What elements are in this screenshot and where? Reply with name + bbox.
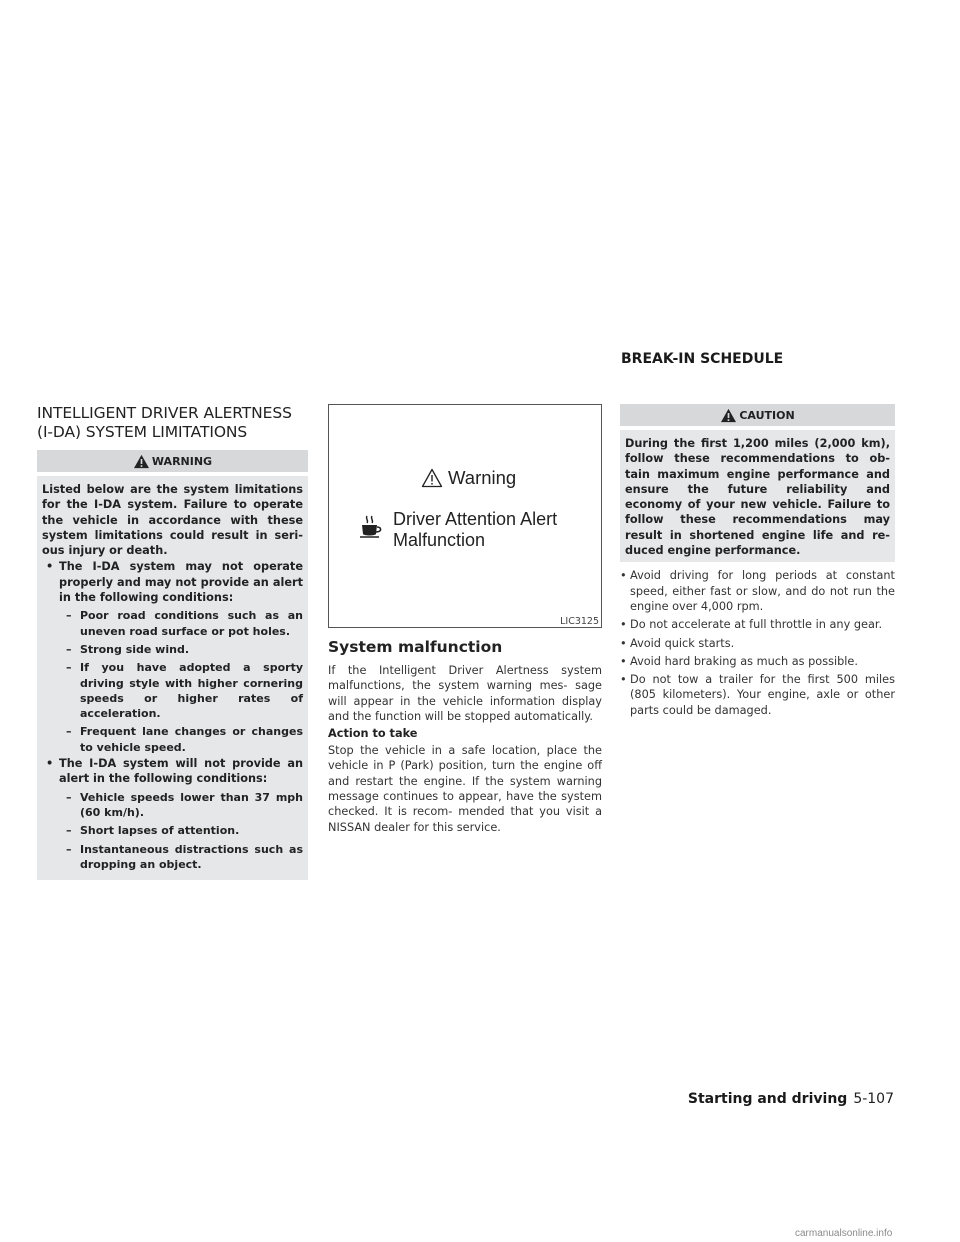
warning-triangle-icon <box>133 454 150 469</box>
limitations-heading <box>37 404 308 442</box>
dash-item: – Instantaneous distractions such as dropping an object. <box>42 842 303 873</box>
warning-lead: Listed below are the system limitations for the I-DA system. Failure to operate the vehicle in accordance with these system limitations could result in seri- ous injury or death. <box>42 483 303 558</box>
bullet-text: The I-DA system may not operate properly and may not provide an alert in the following conditions: <box>59 560 303 605</box>
figure-warning-row <box>421 467 516 489</box>
section-title: BREAK-IN SCHEDULE <box>621 351 784 367</box>
action-label: Action to take <box>328 727 418 741</box>
break-in-item: • Avoid driving for long periods at constant speed, either fast or slow, and do not run the engine over 4,000 rpm. <box>620 568 895 614</box>
caution-label: CAUTION <box>739 408 795 422</box>
figure-message-line-2: Malfunction <box>393 530 486 550</box>
figure-code: LIC3125 <box>560 616 599 627</box>
coffee-cup-icon <box>360 515 382 539</box>
right-column <box>620 404 895 718</box>
dash-item: – Frequent lane changes or changes to vehicle speed. <box>42 724 303 755</box>
middle-column <box>328 404 602 835</box>
caution-triangle-icon <box>720 408 737 423</box>
page-footer <box>688 1091 894 1107</box>
left-column <box>37 404 308 880</box>
caution-body: During the first 1,200 miles (2,000 km), follow these recommendations to ob- tain maximum engine performance and ensure the future reliability and economy of your new vehicle. Failure to follow these recommendations may result in shortened engine life and re- duced engine performance. <box>620 430 895 562</box>
dash-item: – Vehicle speeds lower than 37 mph (60 km/h). <box>42 790 303 821</box>
dash-item: – If you have adopted a sporty driving style with higher cornering speeds or higher rates of acceleration. <box>42 660 303 721</box>
dash-item: – Poor road conditions such as an uneven road surface or pot holes. <box>42 608 303 639</box>
malfunction-paragraph: If the Intelligent Driver Alertness system malfunctions, the system warning mes- sage will appear in the vehicle information display and the function will be stopped automatically. <box>328 664 602 723</box>
dash-item: – Short lapses of attention. <box>42 823 303 838</box>
heading-line-1: INTELLIGENT DRIVER ALERTNESS <box>37 404 292 422</box>
warning-outline-icon <box>421 468 443 488</box>
heading-line-2: (I-DA) SYSTEM LIMITATIONS <box>37 423 248 441</box>
dash-list <box>59 608 303 755</box>
figure-warning-text: Warning <box>448 467 517 488</box>
warning-header <box>37 450 308 472</box>
page-number: 5-107 <box>853 1091 894 1107</box>
warning-bullets <box>42 559 303 872</box>
warning-display-figure <box>328 404 602 628</box>
break-in-item: • Do not tow a trailer for the first 500 miles (805 kilometers). Your engine, axle or other parts could be damaged. <box>620 672 895 718</box>
figure-message <box>393 509 557 551</box>
action-paragraph: Stop the vehicle in a safe location, place the vehicle in P (Park) position, turn the engine off and restart the engine. If the system warning message continues to appear, have the system checked. It is recom- mended that you visit a NISSAN dealer for this service. <box>328 744 602 834</box>
watermark-link[interactable]: carmanualsonline.info <box>795 1228 893 1239</box>
dash-item: – Strong side wind. <box>42 642 303 657</box>
bullet-text: The I-DA system will not provide an alert in the following conditions: <box>59 757 303 786</box>
chapter-title: Starting and driving <box>687 1091 848 1107</box>
break-in-item: • Avoid hard braking as much as possible. <box>620 654 895 669</box>
warning-bullet <box>42 559 303 755</box>
dash-list <box>59 790 303 872</box>
break-in-item: • Avoid quick starts. <box>620 636 895 651</box>
system-malfunction-heading: System malfunction <box>328 638 503 656</box>
figure-message-line-1: Driver Attention Alert <box>393 509 558 529</box>
caution-header <box>620 404 895 426</box>
warning-body <box>37 476 308 880</box>
warning-bullet <box>42 756 303 872</box>
break-in-item: • Do not accelerate at full throttle in any gear. <box>620 617 895 632</box>
break-in-bullets <box>620 568 895 718</box>
warning-label: WARNING <box>151 454 213 468</box>
